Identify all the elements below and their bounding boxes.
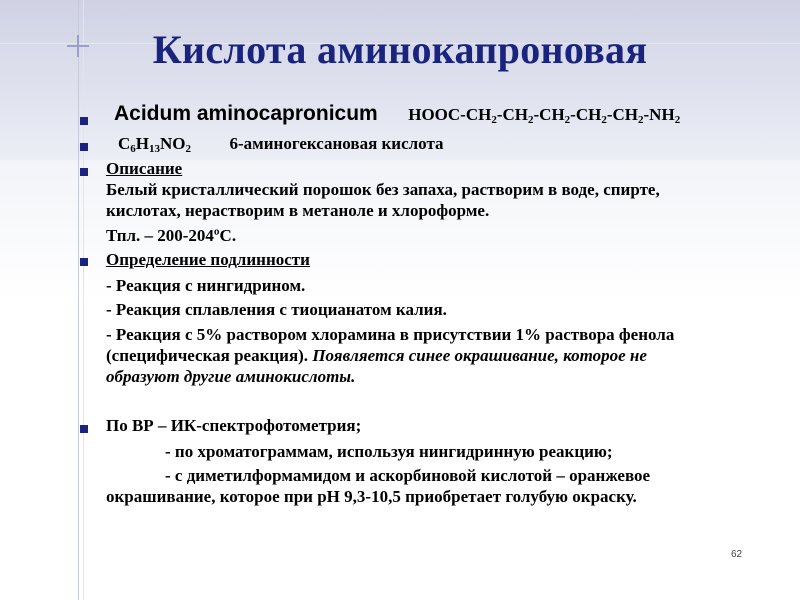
quant-item-2-line1: - с диметилформамидом и аскорбиновой кислотой – оранжевое xyxy=(165,466,651,485)
structural-formula-subscript: 2 xyxy=(564,114,571,126)
identity-heading: Определение подлинности xyxy=(106,250,310,269)
bullet-icon xyxy=(80,258,88,266)
identity-reaction-1: - Реакция с нингидрином. xyxy=(106,276,306,295)
bullet-icon xyxy=(80,168,88,176)
structural-formula-subscript: 2 xyxy=(638,114,644,126)
molecular-formula-part: C xyxy=(118,134,131,153)
description-heading: Описание xyxy=(106,159,183,178)
molecular-formula-part: NO xyxy=(160,134,186,153)
molecular-formula-line xyxy=(118,134,444,154)
structural-formula-part: -NH xyxy=(643,105,675,124)
latin-name-line xyxy=(114,102,680,126)
structural-formula-subscript: 2 xyxy=(674,114,681,126)
description-text-line2: кислотах, нерастворим в метаноле и хлороформе. xyxy=(106,201,490,220)
latin-name: Acidum aminocapronicum xyxy=(114,102,378,125)
molecular-formula-part: H xyxy=(135,134,150,153)
structural-formula-part: -CH xyxy=(533,105,565,124)
structural-formula-subscript: 2 xyxy=(528,114,534,126)
molecular-formula-subscript: 2 xyxy=(185,143,192,155)
decor-vertical-line xyxy=(78,0,79,600)
slide-title: Кислота аминокапроновая xyxy=(152,27,648,72)
quant-item-1: - по хроматограммам, используя нингидринную реакцию; xyxy=(165,442,613,461)
structural-formula-subscript: 2 xyxy=(601,114,607,126)
molecular-formula xyxy=(118,134,191,153)
structural-formula xyxy=(408,105,680,124)
molecular-formula-subscript: 6 xyxy=(130,143,136,155)
structural-formula-part: -CH xyxy=(496,105,528,124)
molecular-formula-subscript: 13 xyxy=(149,143,161,155)
bullet-icon xyxy=(80,117,88,125)
bullet-icon xyxy=(80,143,88,151)
structural-formula-part: -CH xyxy=(570,105,602,124)
identity-reaction-3-result: Появляется синее окрашивание, которое не xyxy=(312,346,647,365)
quant-heading: По ВР – ИК-спектрофотометрия; xyxy=(106,416,362,435)
description-text-line1: Белый кристаллический порошок без запаха, растворим в воде, спирте, xyxy=(106,180,660,199)
quant-item-2-line2: окрашивание, которое при рН 9,3-10,5 приобретает голубую окраску. xyxy=(106,487,637,506)
identity-reaction-3-line1: - Реакция с 5% раствором хлорамина в присутствии 1% раствора фенола xyxy=(106,325,675,344)
bullet-icon xyxy=(80,425,88,433)
identity-reaction-3-note: (специфическая реакция). xyxy=(106,346,313,365)
page-number: 62 xyxy=(731,549,743,560)
structural-formula-part: -CH xyxy=(606,105,639,124)
structural-formula-subscript: 2 xyxy=(491,114,497,126)
melting-point: Тпл. – 200-204ºС. xyxy=(106,226,237,245)
chemical-name: 6-аминогексановая кислота xyxy=(229,134,444,153)
identity-reaction-3-line2 xyxy=(106,346,647,366)
identity-reaction-2: - Реакция сплавления с тиоцианатом калия. xyxy=(106,300,447,319)
structural-formula-part: HOOC-CH xyxy=(408,105,492,124)
identity-reaction-3-line3: образуют другие аминокислоты. xyxy=(106,367,356,386)
decor-vertical-line-secondary xyxy=(83,0,84,600)
